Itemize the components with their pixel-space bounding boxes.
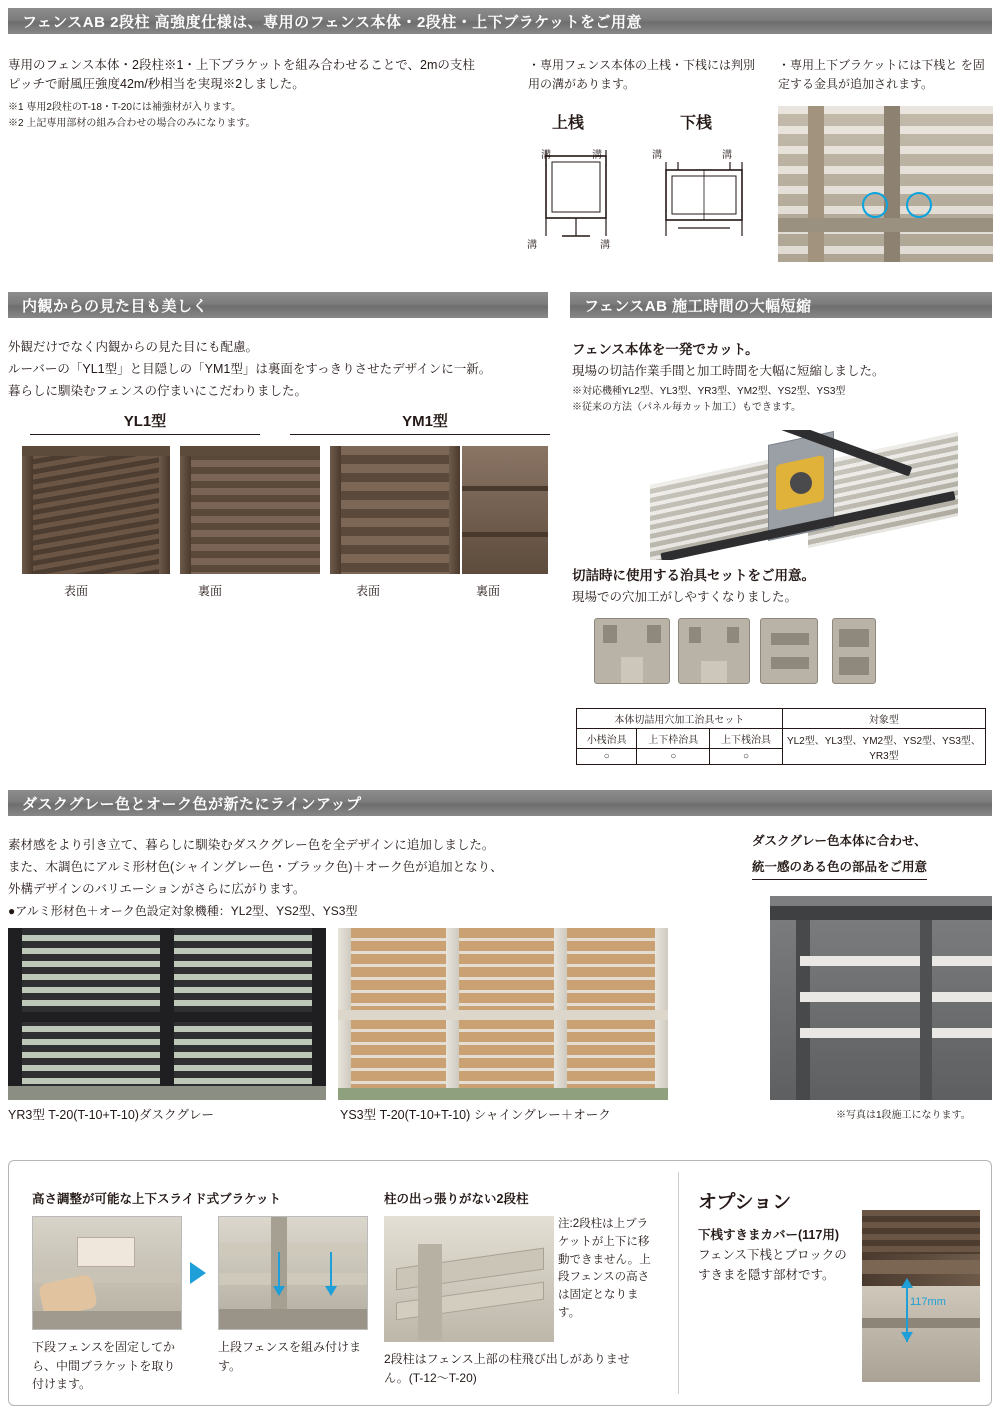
yl1-back-photo bbox=[180, 446, 320, 574]
section1-body: 専用のフェンス本体・2段柱※1・上下ブラケットを組み合わせることで、2mの支柱ピッチで耐風圧強度42m/秒相当を実現※2しました。 bbox=[8, 58, 475, 92]
dusk-gray-parts-photo bbox=[770, 896, 992, 1100]
section4-body1: 素材感をより引き立て、暮らしに馴染むダスクグレー色を全デザインに追加しました。 bbox=[8, 838, 495, 852]
section1-right-note: ・専用上下ブラケットには下桟と を固定する金具が追加されます。 bbox=[778, 58, 985, 91]
jig-part-2 bbox=[678, 618, 750, 684]
ym1-back-caption: 裏面 bbox=[475, 584, 500, 598]
ys3-photo bbox=[338, 928, 668, 1100]
section3-note2: ※従来の方法（パネル毎カット加工）もできます。 bbox=[572, 402, 802, 413]
slide-indicator-arrow-1 bbox=[273, 1286, 285, 1296]
yl1-back-caption: 裏面 bbox=[197, 584, 222, 598]
two-stage-post-photo bbox=[384, 1216, 554, 1342]
ym1-heading: YM1型 bbox=[402, 413, 448, 430]
jig-table-head-right: 対象型 bbox=[782, 709, 985, 729]
section1-mid-note: ・専用フェンス本体の上桟・下桟には判別用の溝があります。 bbox=[528, 58, 756, 91]
slide-indicator-line-1 bbox=[278, 1252, 280, 1286]
section3-body1: 現場の切詰作業手間と加工時間を大幅に短縮しました。 bbox=[572, 364, 885, 378]
jig-table bbox=[576, 708, 986, 765]
slide-bracket-step2-photo bbox=[218, 1216, 368, 1330]
yl1-underline bbox=[30, 434, 260, 435]
section2-title: 内観からの見た目も美しく bbox=[22, 297, 209, 315]
groove-label-ur: 溝 bbox=[592, 150, 602, 161]
lower-rail-drawing bbox=[648, 140, 760, 262]
groove-label-ul: 溝 bbox=[541, 150, 551, 161]
jig-col-2: 上下枠治具 bbox=[637, 729, 710, 749]
section3-title: フェンスAB 施工時間の大幅短縮 bbox=[584, 297, 812, 315]
section1-note2: ※2 上記専用部材の組み合わせの場合のみになります。 bbox=[8, 118, 256, 129]
section4-body3: 外構デザインのバリエーションがさらに広がります。 bbox=[8, 882, 306, 896]
groove-label-br: 溝 bbox=[600, 240, 610, 251]
section1-title-bar bbox=[8, 8, 992, 34]
section2-body3: 暮らしに馴染むフェンスの佇まいにこだわりました。 bbox=[8, 384, 308, 398]
option-heading: 下桟すきまカバー(117用) bbox=[698, 1228, 839, 1242]
option-dimension-arrow-down bbox=[901, 1332, 913, 1342]
bottom-panel-divider bbox=[678, 1172, 679, 1394]
yr3-photo bbox=[8, 928, 326, 1100]
groove-label-bl: 溝 bbox=[527, 240, 537, 251]
two-stage-post-caption: 2段柱はフェンス上部の柱飛び出しがありません。(T-12～T-20) bbox=[384, 1352, 630, 1385]
section4-right-note: ※写真は1段施工になります。 bbox=[836, 1110, 971, 1121]
groove-label-lower-left: 溝 bbox=[652, 150, 662, 161]
label-lower-rail: 下桟 bbox=[679, 115, 712, 132]
section1-note1: ※1 専用2段柱のT-18・T-20には補強材が入ります。 bbox=[8, 102, 242, 113]
section3-body2: 現場での穴加工がしやすくなりました。 bbox=[572, 590, 798, 604]
option-title: オプション bbox=[698, 1192, 792, 1213]
jig-col-3: 上下桟治具 bbox=[710, 729, 783, 749]
section4-body4: ●アルミ形材色＋オーク色設定対象機種：YL2型、YS2型、YS3型 bbox=[8, 904, 358, 918]
ym1-underline bbox=[290, 434, 550, 435]
section4-body2: また、木調色にアルミ形材色(シャイングレー色・ブラック色)＋オーク色が追加となり、 bbox=[8, 860, 503, 874]
cutting-illustration bbox=[640, 430, 970, 560]
yl1-heading: YL1型 bbox=[123, 413, 167, 430]
slide-indicator-arrow-2 bbox=[325, 1286, 337, 1296]
bracket-highlight-2 bbox=[906, 192, 932, 218]
option-body2: すきまを隠す部材です。 bbox=[698, 1268, 835, 1282]
step-arrow-icon bbox=[190, 1262, 206, 1284]
groove-label-lower-right: 溝 bbox=[722, 150, 732, 161]
upper-rail-drawing bbox=[522, 140, 630, 262]
ys3-caption: YS3型 T-20(T-10+T-10) シャイングレー＋オーク bbox=[340, 1108, 611, 1122]
section2-title-bar bbox=[8, 292, 548, 318]
yl1-front-caption: 表面 bbox=[63, 584, 88, 598]
jig-part-4 bbox=[832, 618, 876, 684]
bracket-highlight-1 bbox=[862, 192, 888, 218]
two-stage-post-title: 柱の出っ張りがない2段柱 bbox=[384, 1192, 529, 1206]
slide-bracket-caption2: 上段フェンスを組み付けます。 bbox=[218, 1340, 362, 1373]
option-dimension-arrow-up bbox=[901, 1278, 913, 1288]
yl1-front-photo bbox=[22, 446, 170, 574]
section3-h1: フェンス本体を一発でカット。 bbox=[572, 342, 759, 357]
ym1-back-photo bbox=[462, 446, 548, 574]
jig-target-models: YL2型、YL3型、YM2型、YS2型、YS3型、YR3型 bbox=[782, 729, 985, 765]
jig-mark-3: ○ bbox=[710, 749, 783, 765]
section2-body2: ルーバーの「YL1型」と目隠しの「YM1型」は裏面をすっきりさせたデザインに一新。 bbox=[8, 362, 492, 376]
slide-bracket-caption1: 下段フェンスを固定してから、中間ブラケットを取り付けます。 bbox=[32, 1340, 176, 1392]
slide-bracket-step1-photo bbox=[32, 1216, 182, 1330]
section3-note1: ※対応機種YL2型、YL3型、YR3型、YM2型、YS2型、YS3型 bbox=[572, 386, 846, 397]
yr3-caption: YR3型 T-20(T-10+T-10)ダスクグレー bbox=[8, 1108, 214, 1122]
jig-col-1: 小桟治具 bbox=[577, 729, 637, 749]
label-upper-rail: 上桟 bbox=[551, 115, 584, 132]
section4-title: ダスクグレー色とオーク色が新たにラインアップ bbox=[22, 795, 362, 813]
jig-table-head-left: 本体切詰用穴加工治具セット bbox=[577, 709, 783, 729]
jig-part-1 bbox=[594, 618, 670, 684]
bracket-photo bbox=[778, 106, 993, 262]
slide-bracket-title: 高さ調整が可能な上下スライド式ブラケット bbox=[32, 1192, 282, 1206]
jig-part-3 bbox=[760, 618, 818, 684]
section1-title: フェンスAB 2段柱 高強度仕様は、専用のフェンス本体・2段柱・上下ブラケットをご用意 bbox=[22, 13, 643, 31]
ym1-front-photo bbox=[330, 446, 460, 574]
section3-h2: 切詰時に使用する治具セットをご用意。 bbox=[572, 568, 815, 583]
jig-mark-1: ○ bbox=[577, 749, 637, 765]
section4-title-bar bbox=[8, 790, 992, 816]
slide-indicator-line-2 bbox=[330, 1252, 332, 1286]
jig-mark-2: ○ bbox=[637, 749, 710, 765]
option-dimension-label: 117mm bbox=[910, 1296, 946, 1308]
ym1-front-caption: 表面 bbox=[355, 584, 380, 598]
section4-right-line1: ダスクグレー色本体に合わせ、 bbox=[752, 834, 927, 848]
section3-title-bar bbox=[570, 292, 992, 318]
table-row bbox=[577, 709, 986, 729]
option-body1: フェンス下桟とブロックの bbox=[698, 1248, 847, 1262]
table-row bbox=[577, 729, 986, 749]
two-stage-post-note: 注:2段柱は上ブラケットが上下に移動できません。上段フェンスの高さは固定となります。 bbox=[558, 1218, 651, 1320]
section4-right-line2: 統一感のある色の部品をご用意 bbox=[752, 858, 927, 880]
section2-body1: 外観だけでなく内観からの見た目にも配慮。 bbox=[8, 340, 259, 354]
